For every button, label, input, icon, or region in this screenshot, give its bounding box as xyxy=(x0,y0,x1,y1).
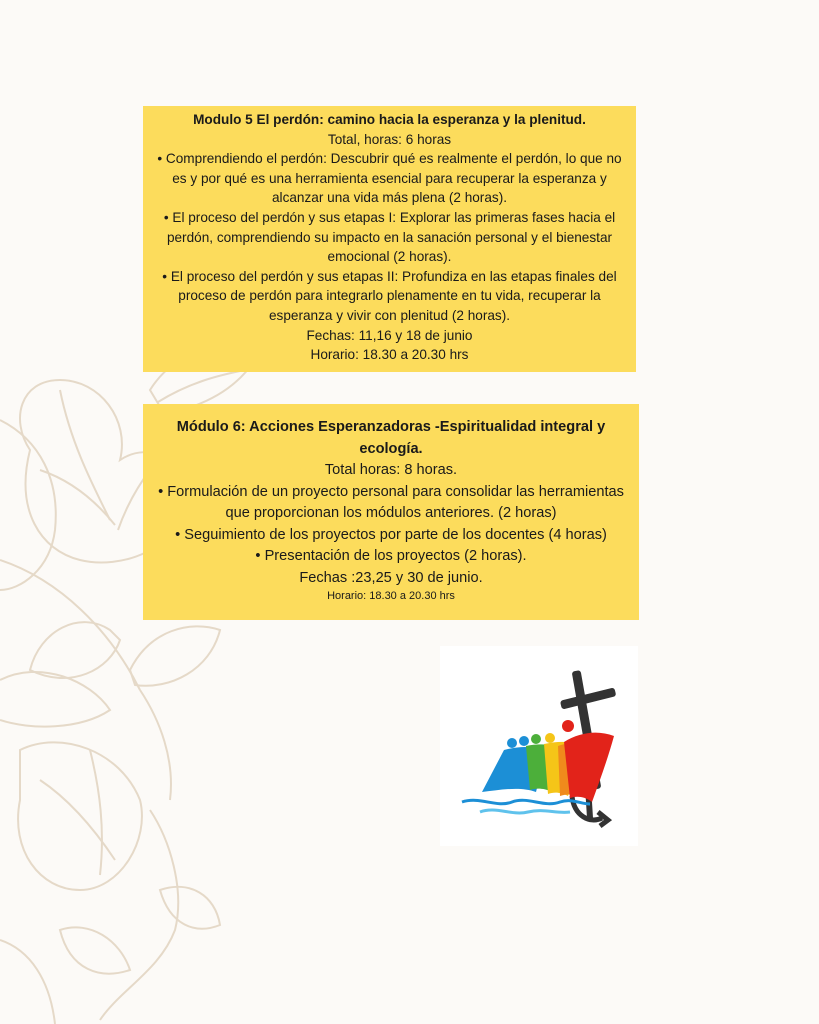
cross-boat-anchor-logo-icon xyxy=(440,646,638,846)
module-5-card xyxy=(143,106,636,372)
module-6-title: Módulo 6: Acciones Esperanzadoras -Espiritualidad integral y ecología. xyxy=(176,419,606,457)
module-6-item: • Seguimiento de los proyectos por parte de los docentes (4 horas) xyxy=(175,526,607,543)
module-6-item: • Presentación de los proyectos (2 horas). xyxy=(255,548,527,564)
module-5-title: Modulo 5 El perdón: camino hacia la esperanza y la plenitud. xyxy=(193,112,586,127)
module-6-item: • Formulación de un proyecto personal para consolidar las herramientas que proporcionan los módulos anteriores. (2 horas) xyxy=(158,483,624,521)
module-6-dates: Fechas :23,25 y 30 de junio. xyxy=(299,569,483,586)
module-5-item: • Comprendiendo el perdón: Descubrir qué es realmente el perdón, lo que no es y por qué es una herramienta esencial para recuperar la esperanza y alcanzar una vida más plena (2 horas). xyxy=(157,151,622,206)
module-5-dates: Fechas: 11,16 y 18 de junio xyxy=(306,327,473,343)
module-6-total-hours: Total horas: 8 horas. xyxy=(324,462,458,478)
module-5-item: • El proceso del perdón y sus etapas I: Explorar las primeras fases hacia el perdón, comprendiendo su impacto en la sanación personal y el bienestar emocional (2 horas). xyxy=(163,209,616,265)
module-5-schedule: Horario: 18.30 a 20.30 hrs xyxy=(310,347,469,363)
logo-box xyxy=(440,646,638,846)
module-5-item: • El proceso del perdón y sus etapas II: Profundiza en las etapas finales del proceso de perdón para integrarlo plenamente en tu vida, recuperar la esperanza y vivir con plenitud (2 horas). xyxy=(162,268,617,323)
module-6-card xyxy=(143,404,639,620)
module-5-total-hours: Total, horas: 6 horas xyxy=(327,131,452,147)
module-6-schedule: Horario: 18.30 a 20.30 hrs xyxy=(327,590,455,602)
